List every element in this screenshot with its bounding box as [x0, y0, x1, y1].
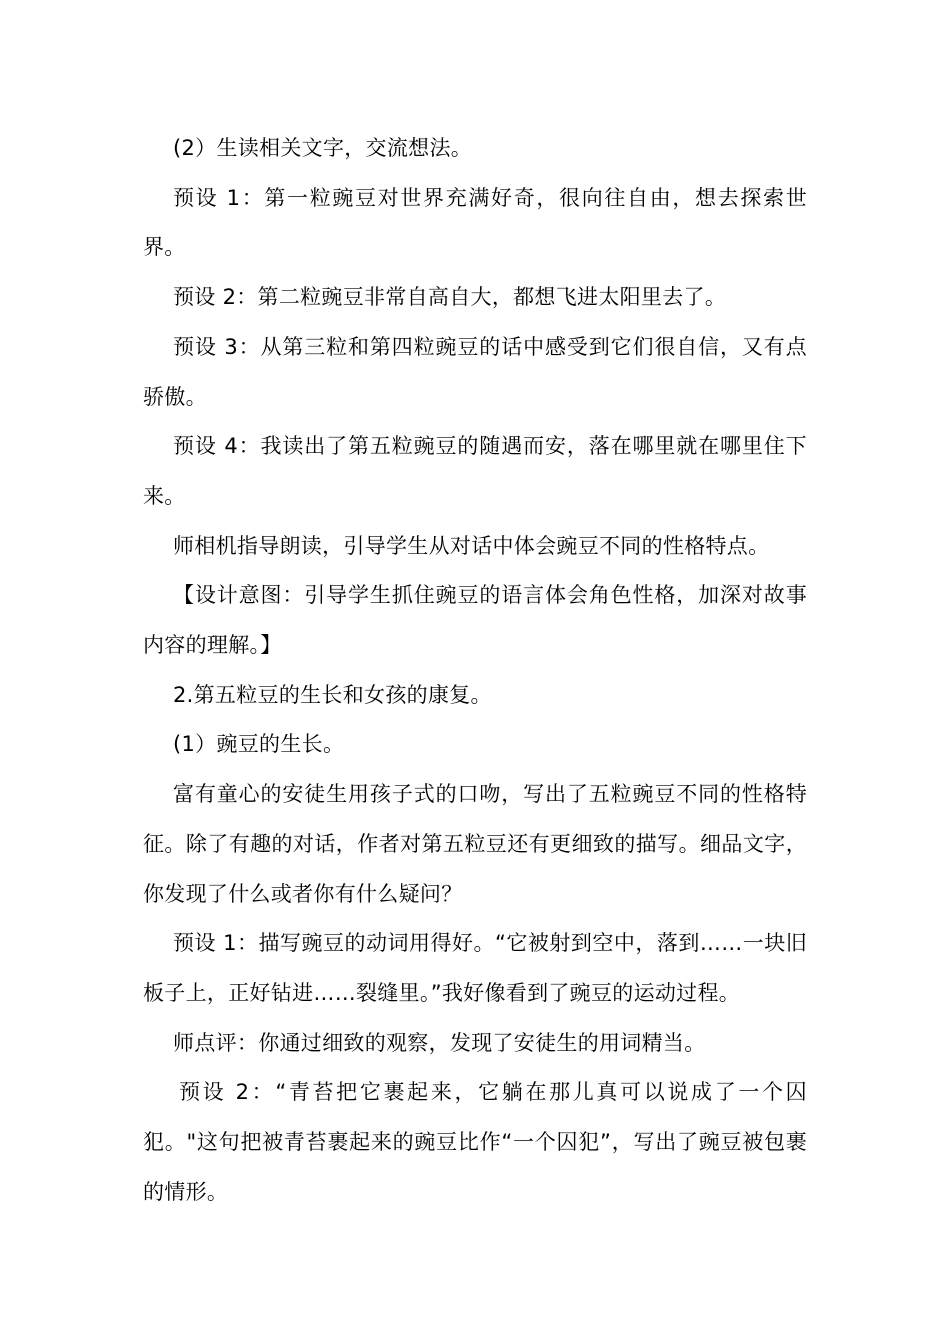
paragraph-design-intent: 【设计意图：引导学生抓住豌豆的语言体会角色性格，加深对故事内容的理解。】	[143, 583, 807, 658]
paragraph-preset-verbs: 预设 1：描写豌豆的动词用得好。“它被射到空中，落到……一块旧板子上，正好钻进……裂缝里。”我好像看到了豌豆的运动过程。	[143, 931, 807, 1005]
paragraph-preset-metaphor: 预设 2：“青苔把它裹起来，它躺在那儿真可以说成了一个囚犯。"这句把被青苔裹起来的豌豆比作“一个囚犯”，写出了豌豆被包裹的情形。	[143, 1080, 807, 1204]
paragraph-discussion-step: (2）生读相关文字，交流想法。	[173, 136, 473, 160]
paragraph-preset-1: 预设 1：第一粒豌豆对世界充满好奇，很向往自由，想去探索世界。	[143, 185, 807, 260]
paragraph-preset-3: 预设 3：从第三粒和第四粒豌豆的话中感受到它们很自信，又有点骄傲。	[143, 334, 807, 409]
paragraph-teacher-comment: 师点评：你通过细致的观察，发现了安徒生的用词精当。	[173, 1030, 706, 1055]
document-page	[143, 124, 807, 1217]
paragraph-preset-4: 预设 4：我读出了第五粒豌豆的随遇而安，落在哪里就在哪里住下来。	[143, 434, 807, 508]
paragraph-section-heading: 2.第五粒豆的生长和女孩的康复。	[173, 682, 492, 707]
paragraph-teacher-guidance: 师相机指导朗读，引导学生从对话中体会豌豆不同的性格特点。	[173, 533, 770, 558]
paragraph-andersen-description: 富有童心的安徒生用孩子式的口吻，写出了五粒豌豆不同的性格特征。除了有趣的对话，作者对第五粒豆还有更细致的描写。细品文字，你发现了什么或者你有什么疑问？	[143, 782, 807, 906]
paragraph-preset-2: 预设 2：第二粒豌豆非常自高自大，都想飞进太阳里去了。	[173, 285, 727, 310]
paragraph-subsection-heading: (1）豌豆的生长。	[173, 732, 345, 757]
